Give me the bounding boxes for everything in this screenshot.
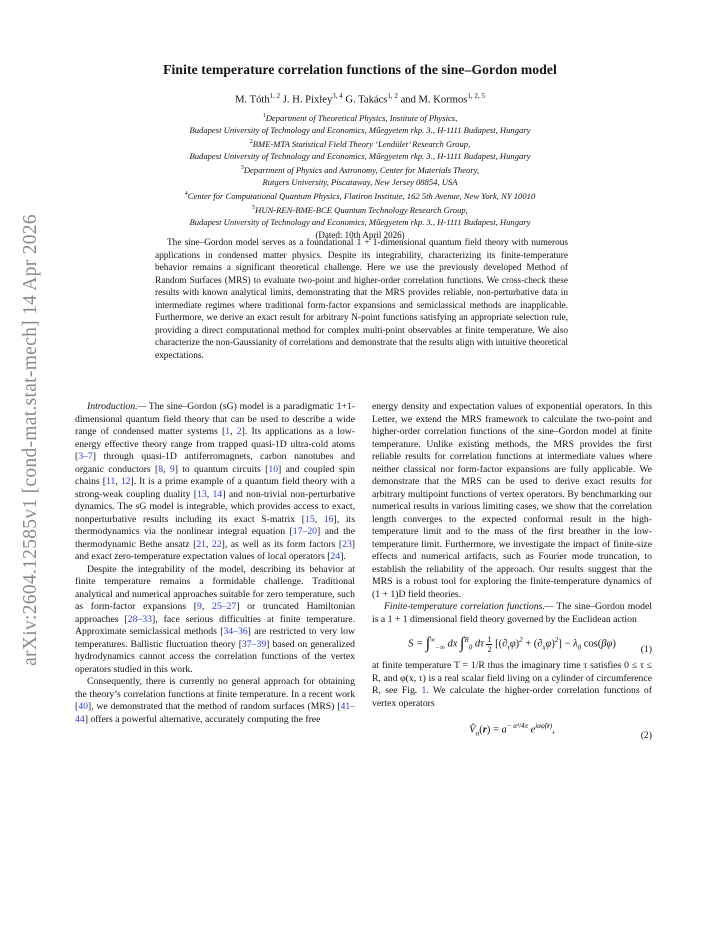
intro-paragraph: Introduction.— The sine–Gordon (sG) model is a paradigmatic 1+1-dimensional quantum field theory that can be used to describe a wide range of condensed matter systems [1, 2]. Its applications as a low-energy effective theory range from trapped quasi-1D ultra-cold atoms [3–7] through quasi-1D antiferromagnets, carbon nanotubes and organic conductors [8, 9] to quantum circuits [10] and coupled spin chains [11, 12]. It is a prime example of a quantum field theory with a strong-weak coupling duality [13, 14] and non-trivial non-perturbative dynamics. The sG model is integrable, which provides access to exact, nonperturbative results including its exact S-matrix [15, 16], its thermodynamics via the nonlinear integral equation [17–20] and the thermodynamic Bethe ansatz [21, 22], as well as its form factors [23] and exact zero-temperature expectation values of local operators [24]. bbox=[75, 401, 356, 562]
affiliation-list bbox=[60, 110, 660, 229]
equation-1-number: (1) bbox=[640, 643, 652, 655]
arxiv-id[interactable]: arXiv:2604.12585v1 [cond-mat.stat-mech] 14 Apr 2026 bbox=[20, 214, 42, 666]
citation-link[interactable]: 16 bbox=[323, 513, 334, 525]
affiliation-line: $^1$Department of Theoretical Physics, Institute of Physics, bbox=[262, 112, 458, 123]
author-name: M. Tóth bbox=[235, 94, 270, 106]
section-heading-finite-temperature: Finite-temperature correlation functions.— bbox=[384, 601, 554, 612]
citation-link[interactable]: 10 bbox=[268, 463, 279, 475]
date-line: (Dated: 10th April 2026) bbox=[315, 229, 405, 240]
affiliation-mark: 2 bbox=[249, 138, 253, 145]
citation-link[interactable]: 24 bbox=[330, 551, 341, 562]
paragraph-finite-temperature: Finite-temperature correlation functions.— The sine–Gordon model is a 1 + 1 dimensional field theory governed by the Euclidean action bbox=[372, 601, 652, 625]
affiliation-mark: 5 bbox=[252, 205, 256, 212]
affiliation-mark: 1 bbox=[262, 112, 266, 119]
author-affiliation-mark: 1, 2, 5 bbox=[467, 92, 485, 100]
citation-link[interactable]: 14 bbox=[212, 488, 223, 500]
citation-link[interactable]: 40 bbox=[78, 701, 88, 712]
author-affiliation-mark: 1, 2 bbox=[269, 92, 281, 100]
section-heading-introduction: Introduction.— bbox=[87, 401, 147, 412]
equation-2-number: (2) bbox=[640, 729, 652, 741]
affiliation-line: Rutgers University, Piscataway, New Jersey 08854, USA bbox=[262, 177, 458, 188]
citation-link[interactable]: 17–20 bbox=[292, 526, 318, 537]
paragraph-vertex-operators: at finite temperature T = 1/R thus the imaginary time τ satisfies 0 ≤ τ ≤ R, and φ(x, τ) is a real scalar field living on a cylinder of circumference R, see Fig. 1. We calculate the higher-order correlation functions of vertex operators bbox=[372, 660, 652, 709]
citation-link[interactable]: 3–7 bbox=[78, 451, 93, 462]
author-name: and M. Kormos bbox=[397, 94, 468, 106]
affiliation-line: Budapest University of Technology and Economics, Műegyetem rkp. 3., H-1111 Budapest, Hungary bbox=[189, 124, 531, 135]
citation-link[interactable]: 9 bbox=[197, 601, 202, 612]
arxiv-watermark bbox=[14, 180, 48, 700]
affiliation-line: $^3$Department of Physics and Astronomy, Center for Materials Theory, bbox=[240, 164, 480, 175]
right-column bbox=[372, 401, 652, 746]
author-name: J. H. Pixley bbox=[280, 94, 333, 106]
citation-link[interactable]: 37–39 bbox=[241, 638, 267, 650]
author-name: G. Takács bbox=[342, 94, 388, 106]
citation-link[interactable]: 12 bbox=[120, 476, 131, 487]
citation-link[interactable]: 22 bbox=[211, 538, 222, 550]
citation-link[interactable]: 1 bbox=[225, 426, 231, 437]
paper-header bbox=[60, 62, 660, 241]
affiliation-line: $^5$HUN-REN-BME-BCE Quantum Technology Research Group, bbox=[252, 205, 468, 216]
equation-2 bbox=[372, 720, 652, 740]
paper-title: Finite temperature correlation functions of the sine–Gordon model bbox=[163, 62, 557, 77]
paragraph-energy-density: energy density and expectation values of exponential operators. In this Letter, we extend the MRS framework to calculate the two-point and higher-order correlation functions of the sine–Gordon model at finite temperature. Unlike existing methods, the MRS provides the first reliable results for correlation functions at intermediate values where neither classical nor form-factor expansions are fully applicable. We demonstrate that the MRS can be used to derive exact results for arbitrary multipoint functions of vertex operators. By benchmarking our numerical results in various limiting cases, we show that the correlation length converges to the expected conformal result in the high-temperature limit and to the mass of the first breather in the low-temperature limit. Furthermore, we investigate the impact of finite-size effects and numerical artifacts, such as Fourier mode truncation, to establish the reliability of the approach. Our results suggest that the MRS is a robust tool for exploring the finite-temperature dynamics of (1 + 1)D field theories. bbox=[372, 401, 652, 600]
equation-1 bbox=[372, 634, 652, 654]
citation-link[interactable]: 25–27 bbox=[211, 601, 237, 612]
left-column bbox=[75, 401, 355, 726]
citation-link[interactable]: 15 bbox=[305, 513, 315, 525]
equation-2-body: $V̂_\alpha(r) = a^{- \alpha^2/4\pi}$ $e^{i\alpha\varphî(r)}$, bbox=[469, 722, 555, 738]
citation-link[interactable]: 8 bbox=[158, 463, 164, 475]
paragraph-integrability: Despite the integrability of the model, describing its behavior at finite temperature remains a formidable challenge. Traditional analytical and numerical approaches suitable for zero temperature, such as form-factor expansions [9, 25–27] or truncated Hamiltonian approaches [28–33], face serious difficulties at finite temperature. Approximate semiclassical methods [34–36] are restricted to very low temperatures. Ballistic fluctuation theory [37–39] based on generalized hydrodynamics cannot access the correlation functions of the vertex operators studied in this work. bbox=[75, 563, 356, 675]
citation-link[interactable]: 1 bbox=[421, 685, 427, 697]
author-affiliation-mark: 1, 2 bbox=[387, 92, 398, 100]
citation-link[interactable]: 28–33 bbox=[127, 613, 152, 625]
paragraph-consequently: Consequently, there is currently no general approach for obtaining the theory’s correlation functions at finite temperature. In a recent work [40], we demonstrated that the method of random surfaces (MRS) [41–44] offers a powerful alternative, accurately computing the free bbox=[75, 676, 355, 725]
affiliation-mark: 3 bbox=[240, 165, 244, 172]
affiliation-mark: 4 bbox=[184, 191, 188, 198]
affiliation-line: $^4$Center for Computational Quantum Physics, Flatiron Institute, 162 5th Avenue, New York, NY 10010 bbox=[184, 191, 536, 202]
affiliation-line: Budapest University of Technology and Economics, Műegyetem rkp. 3., H-1111 Budapest, Hungary bbox=[189, 217, 531, 228]
equation-1-body: $S = \int^\infty_{-\infty}$ dx ∫$^R_0$ dτ $\frac{1}{2}$ $[(\partial_\tau\varphi)^2 + (\partial_x\varphi)^2] - \lambda_0$ cos(βφ) bbox=[408, 634, 616, 654]
citation-link[interactable]: 21 bbox=[196, 538, 206, 550]
citation-link[interactable]: 23 bbox=[342, 538, 352, 550]
author-affiliation-mark: 3, 4 bbox=[332, 92, 343, 100]
abstract: The sine–Gordon model serves as a foundational 1 + 1-dimensional quantum field theory with numerous applications in condensed matter physics. Despite its integrability, characterizing its finite-temperature behavior remains a significant theoretical challenge. Here we use the previously developed Method of Random Surfaces (MRS) to evaluate two-point and higher-order correlation functions. We cross-check these results with known analytical limits, demonstrating that the MRS provides reliable, non-perturbative data in intermediate regimes where traditional form-factor expansions and semiclassical methods are inapplicable. Furthermore, we derive an exact result for arbitrary N-point functions satisfying an appropriate selection rule, providing a direct computational method for complex multi-point observables at finite temperature. We also characterize the non-Gaussianity of correlations and demonstrate that the results align with intuitive theoretical expectations. bbox=[155, 238, 568, 361]
citation-link[interactable]: 11 bbox=[106, 476, 116, 487]
citation-link[interactable]: 9 bbox=[169, 463, 175, 475]
citation-link[interactable]: 13 bbox=[197, 488, 207, 500]
citation-link[interactable]: 41–44 bbox=[75, 701, 355, 725]
citation-link[interactable]: 2 bbox=[236, 426, 242, 437]
author-list bbox=[60, 92, 660, 106]
affiliation-line: $^2$BME-MTA Statistical Field Theory ‘Lendület’ Research Group, bbox=[249, 138, 471, 149]
citation-link[interactable]: 34–36 bbox=[223, 626, 248, 637]
affiliation-line: Budapest University of Technology and Economics, Műegyetem rkp. 3., H-1111 Budapest, Hungary bbox=[189, 150, 531, 161]
